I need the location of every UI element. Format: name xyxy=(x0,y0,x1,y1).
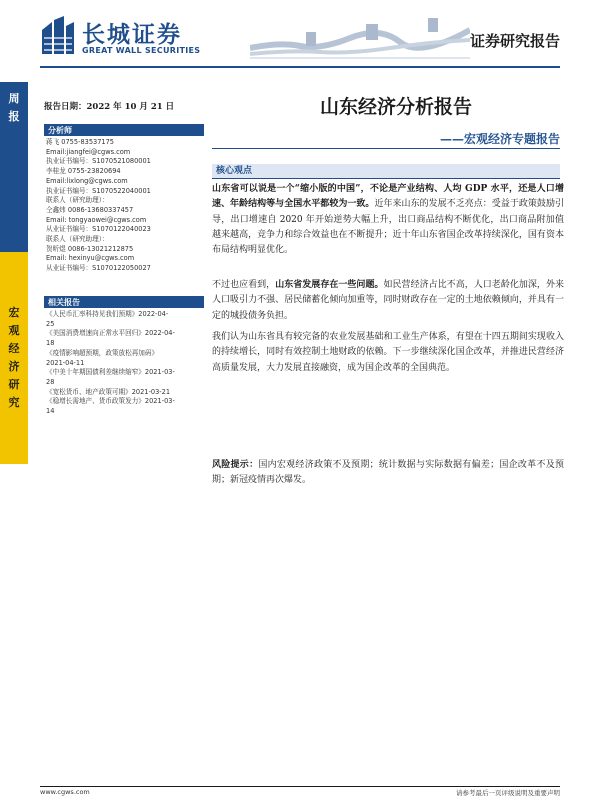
core-paragraph-1-lead: 山东省可以说是一个“缩小版的中国”，不论是产业结构、人均 GDP 水平，还是人口增速、年龄结构等与全国水平都较为一致。 xyxy=(212,184,564,210)
analyst-line: 从业证书编号：S1070122050027 xyxy=(46,264,151,273)
logo-english-text: GREAT WALL SECURITIES xyxy=(82,46,201,55)
analyst-line: 仝鑫炜 0086-13680337457 xyxy=(46,205,134,214)
analyst-line: Email:jiangfei@cgws.com xyxy=(46,147,131,156)
risk-warning-label: 风险提示： xyxy=(212,460,259,470)
analyst-line: 李桂龙 0755-23820694 xyxy=(46,167,121,176)
header-divider xyxy=(40,66,560,68)
related-report-line: 《中美十年期国债利差继续缩窄》2021-03- xyxy=(46,368,175,377)
analyst-line: 蒋飞 0755-83537175 xyxy=(46,138,115,146)
related-report-line: 《疫情影响超预期，政策放松再加码》 xyxy=(46,348,159,357)
analyst-line: 贺昕煜 0086-13021212875 xyxy=(46,244,134,253)
core-paragraph-2 xyxy=(212,278,564,324)
risk-warning xyxy=(212,458,564,489)
related-heading: 相关报告 xyxy=(48,297,80,307)
analyst-line: 执业证书编号：S1070521080001 xyxy=(46,157,151,166)
related-report-line: 《稳增长需地产、货币政策发力》2021-03- xyxy=(46,397,175,406)
great-wall-illustration-icon xyxy=(250,8,470,64)
related-report-line: 《人民币汇率科持见我们预期》2022-04- xyxy=(46,310,169,318)
core-paragraph-1-body: 近年来山东的发展不乏亮点：受益于政策鼓励引导，出口增速自 2020 年开始逆势大幅上升，出口商品结构不断优化，出口商品附加值越来越高，竞争力和综合效益也在不断提升；近十年山东省国企改革持续深化，国有资本布局结构明显优化。 xyxy=(212,199,564,256)
side-tab-period xyxy=(0,82,28,252)
related-report-line: 2021-04-11 xyxy=(46,358,85,367)
title-divider xyxy=(212,148,560,149)
related-report-line: 《美国消费增速向正常水平回归》2022-04- xyxy=(46,329,175,338)
related-report-line: 25 xyxy=(46,319,55,328)
core-heading: 核心观点 xyxy=(216,166,253,176)
analyst-line: 联系人（研究助理）： xyxy=(46,235,109,244)
analyst-line: 联系人（研究助理）： xyxy=(46,196,109,205)
analyst-line: 从业证书编号：S1070122040023 xyxy=(46,225,151,234)
related-report-line: 《宽松货币、地产政策可期》2021-03-21 xyxy=(46,387,171,396)
analysts-heading: 分析师 xyxy=(48,125,72,135)
related-reports-list xyxy=(46,310,210,417)
core-paragraph-2-intro: 不过也应看到， xyxy=(212,280,276,290)
side-tab-category xyxy=(0,252,28,464)
risk-warning-text: 国内宏观经济政策不及预期；统计数据与实际数据有偏差；国企改革不及预期；新冠疫情再次爆发。 xyxy=(212,460,564,486)
related-report-line: 18 xyxy=(46,339,55,348)
analyst-line: Email: hexinyu@cgws.com xyxy=(46,254,135,263)
footer-disclaimer-note: 请参考最后一页评级说明及重要声明 xyxy=(456,789,560,797)
side-tab-period-label: 周报 xyxy=(8,92,20,123)
core-divider xyxy=(212,178,560,179)
core-heading-bar xyxy=(212,164,560,178)
footer-divider xyxy=(40,786,560,787)
analyst-line: Email: tongyaowei@cgws.com xyxy=(46,215,147,224)
footer-website[interactable]: www.cgws.com xyxy=(40,788,90,796)
page-title: 山东经济分析报告 xyxy=(319,96,472,118)
core-paragraph-2-body: 如民营经济占比不高，人口老龄化加深，外来人口吸引力不强、居民储蓄化倾向加重等，同时财政存在一定的土地依赖倾向，并具有一定的城投债务负担。 xyxy=(212,280,564,321)
related-report-line: 28 xyxy=(46,377,55,386)
page-header xyxy=(0,0,600,70)
logo-mark-icon xyxy=(40,16,76,56)
analyst-line: 执业证书编号：S1070522040001 xyxy=(46,186,151,195)
side-tab-category-label: 宏观经济研究 xyxy=(8,306,20,409)
related-report-line: 14 xyxy=(46,407,55,416)
page-subtitle: ——宏观经济专题报告 xyxy=(439,132,560,146)
logo-chinese-text: 长城证券 xyxy=(82,22,182,48)
analysts-list xyxy=(46,138,208,274)
core-paragraph-3 xyxy=(212,330,564,376)
core-paragraph-1 xyxy=(212,182,564,258)
related-heading-bar xyxy=(44,296,204,308)
core-paragraph-2-lead: 山东省发展存在一些问题。 xyxy=(275,280,384,290)
analysts-heading-bar xyxy=(44,124,204,136)
core-paragraph-3-body: 我们认为山东省具有较完备的农业发展基础和工业生产体系，有望在十四五期间实现收入的持续增长，同时有效控制土地财政的依赖。下一步继续深化国企改革，并推进民营经济高质量发展，大力发展直接融资，成为国企改革的全国典范。 xyxy=(212,332,564,373)
company-logo xyxy=(40,16,230,62)
analyst-line: Email:lixlong@cgws.com xyxy=(46,176,128,185)
document-type-label: 证券研究报告 xyxy=(469,32,560,50)
report-date: 报告日期：2022 年 10 月 21 日 xyxy=(44,102,175,112)
